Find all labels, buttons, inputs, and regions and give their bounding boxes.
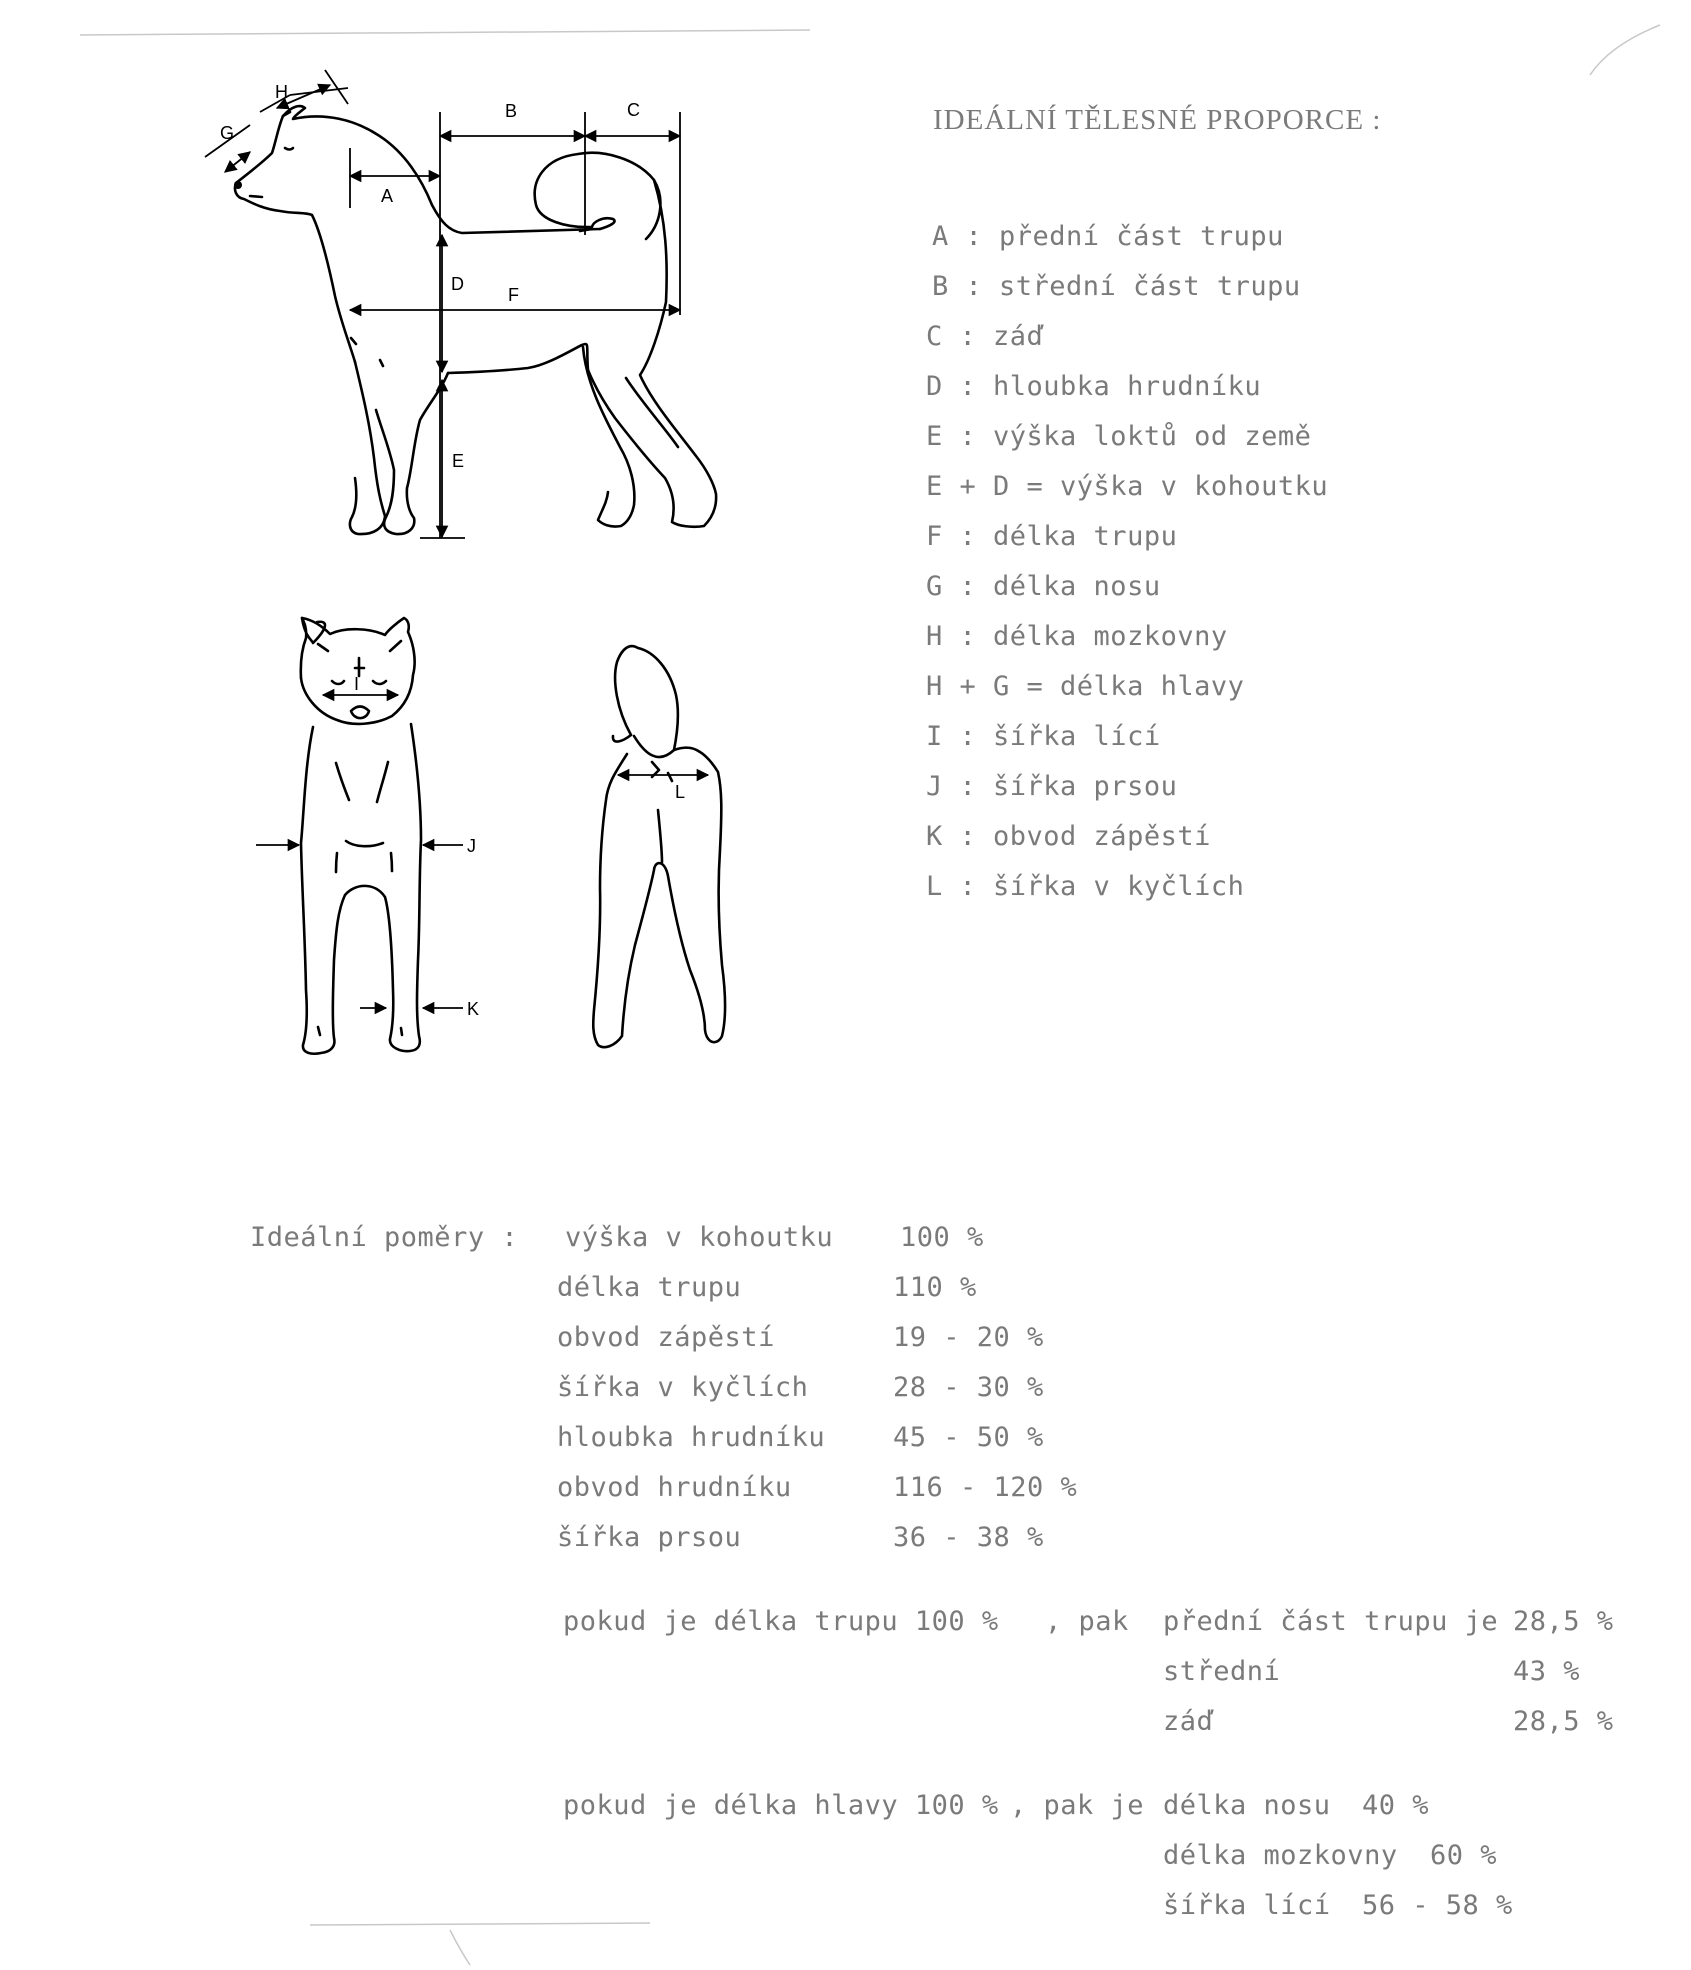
legend-item-a: A : přední část trupu [932, 221, 1284, 252]
legend-item-g: G : délka nosu [926, 571, 1161, 602]
legend-item-e: E : výška loktů od země [926, 421, 1312, 452]
ratio-label: obvod zápěstí [557, 1322, 775, 1353]
head-split-then: , pak je [1010, 1790, 1145, 1821]
ratio-value: 116 - 120 % [893, 1472, 1078, 1503]
label-i: I [354, 674, 360, 694]
label-e: E [452, 451, 465, 471]
legend-item-j: J : šířka prsou [926, 771, 1178, 802]
ratio-label: šířka prsou [557, 1522, 742, 1553]
front-view-measurements [256, 695, 463, 1008]
head-split-label: šířka lící [1163, 1890, 1331, 1921]
ratio-label: délka trupu [557, 1272, 742, 1303]
label-l: L [675, 782, 686, 802]
ratio-value: 28 - 30 % [893, 1372, 1044, 1403]
body-split-label: přední část trupu je [1163, 1606, 1499, 1637]
head-split-label: délka nosu [1163, 1790, 1331, 1821]
scan-edge-lines [80, 25, 1660, 1965]
dog-front-view [301, 618, 421, 1054]
ratio-label: šířka v kyčlích [557, 1372, 809, 1403]
label-f: F [508, 285, 519, 305]
label-d: D [451, 274, 464, 294]
legend-item-l: L : šířka v kyčlích [926, 871, 1245, 902]
head-split-label: délka mozkovny [1163, 1840, 1398, 1871]
body-split-then: , pak [1045, 1606, 1129, 1637]
ratio-label: hloubka hrudníku [557, 1422, 826, 1453]
label-k: K [467, 999, 480, 1019]
ratio-value: 100 % [900, 1222, 984, 1253]
head-split-value: 40 % [1362, 1790, 1430, 1821]
head-split-value: 60 % [1430, 1840, 1498, 1871]
ratio-value: 45 - 50 % [893, 1422, 1044, 1453]
ratio-label: obvod hrudníku [557, 1472, 792, 1503]
body-split-condition: pokud je délka trupu 100 % [563, 1606, 999, 1637]
label-a: A [381, 186, 394, 206]
legend-item-b: B : střední část trupu [932, 271, 1301, 302]
dog-rear-view [593, 646, 725, 1047]
body-split-value: 43 % [1513, 1656, 1581, 1687]
head-split-value: 56 - 58 % [1362, 1890, 1513, 1921]
legend-item-h-plus-g: H + G = délka hlavy [926, 671, 1245, 702]
label-h: H [275, 82, 288, 102]
legend-item-h: H : délka mozkovny [926, 621, 1228, 652]
ratio-value: 19 - 20 % [893, 1322, 1044, 1353]
body-split-label: záď [1163, 1706, 1214, 1737]
ratio-value: 36 - 38 % [893, 1522, 1044, 1553]
dog-side-view [234, 106, 716, 534]
ratio-label: výška v kohoutku [565, 1222, 834, 1253]
legend-item-d: D : hloubka hrudníku [926, 371, 1262, 402]
document-heading: IDEÁLNÍ TĚLESNÉ PROPORCE : [933, 104, 1382, 136]
body-split-value: 28,5 % [1513, 1606, 1614, 1637]
label-g: G [220, 123, 235, 143]
body-split-label: střední [1163, 1656, 1281, 1687]
label-c: C [627, 100, 640, 120]
body-split-value: 28,5 % [1513, 1706, 1614, 1737]
legend-item-e-plus-d: E + D = výška v kohoutku [926, 471, 1329, 502]
legend-item-i: I : šířka lící [926, 721, 1161, 752]
legend-item-k: K : obvod zápěstí [926, 821, 1211, 852]
ratio-value: 110 % [893, 1272, 977, 1303]
legend-item-f: F : délka trupu [926, 521, 1178, 552]
head-split-condition: pokud je délka hlavy 100 % [563, 1790, 999, 1821]
label-j: J [467, 836, 476, 856]
ratios-title: Ideální poměry : [250, 1222, 519, 1253]
label-b: B [505, 101, 518, 121]
legend-item-c: C : záď [926, 321, 1044, 352]
